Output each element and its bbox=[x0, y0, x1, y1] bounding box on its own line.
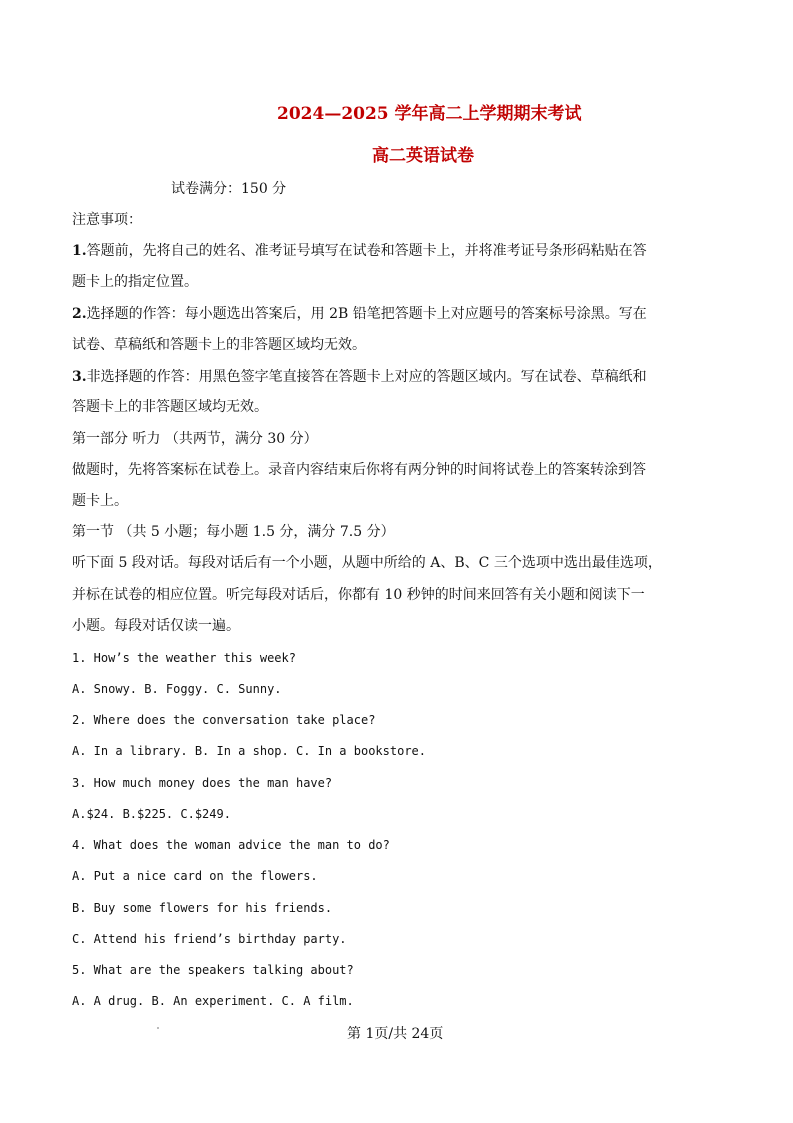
question-5: 5. What are the speakers talking about? bbox=[72, 963, 354, 977]
part1-instruction-cont: 题卡上。 bbox=[72, 493, 128, 509]
notice-heading: 注意事项： bbox=[72, 212, 142, 228]
notice-item-text: 非选择题的作答：用黑色签字笔直接答在答题卡上对应的答题区域内。写在试卷、草稿纸和 bbox=[86, 369, 647, 385]
question-2-options: A. In a library. B. In a shop. C. In a bookstore. bbox=[72, 744, 427, 758]
section1-instruction-2: 并标在试卷的相应位置。听完每段对话后，你都有 10 秒钟的时间来回答有关小题和阅读下一 bbox=[72, 587, 645, 603]
question-4-option-b: B. Buy some flowers for his friends. bbox=[72, 901, 333, 915]
notice-item-3 bbox=[72, 367, 732, 387]
question-1: 1. How’s the weather this week? bbox=[72, 651, 296, 665]
notice-item-number: 1. bbox=[72, 243, 87, 259]
section1-instruction-3: 小题。每段对话仅读一遍。 bbox=[72, 618, 240, 634]
section1-instruction-1: 听下面 5 段对话。每段对话后有一个小题，从题中所给的 A、B、C 三个选项中选出最佳选项， bbox=[72, 555, 662, 571]
section1-heading: 第一节 （共 5 小题；每小题 1.5 分，满分 7.5 分） bbox=[72, 524, 395, 540]
question-4: 4. What does the woman advice the man to do? bbox=[72, 838, 390, 852]
notice-item-number: 2. bbox=[72, 306, 87, 322]
question-4-option-c: C. Attend his friend’s birthday party. bbox=[72, 932, 347, 946]
exam-title: 2024—2025 学年高二上学期期末考试 bbox=[277, 104, 582, 124]
question-4-option-a: A. Put a nice card on the flowers. bbox=[72, 869, 318, 883]
notice-item-3-cont: 答题卡上的非答题区域均无效。 bbox=[72, 399, 268, 415]
notice-item-text: 选择题的作答：每小题选出答案后，用 2B 铅笔把答题卡上对应题号的答案标号涂黑。写在 bbox=[86, 306, 647, 322]
notice-item-number: 3. bbox=[72, 369, 87, 385]
notice-item-1 bbox=[72, 241, 732, 261]
notice-item-1-cont: 题卡上的指定位置。 bbox=[72, 274, 198, 290]
scan-speck bbox=[157, 1027, 159, 1029]
notice-item-2 bbox=[72, 304, 732, 324]
question-5-options: A. A drug. B. An experiment. C. A film. bbox=[72, 994, 354, 1008]
score-line: 试卷满分：150 分 bbox=[171, 181, 287, 197]
question-3-options: A.$24. B.$225. C.$249. bbox=[72, 807, 231, 821]
page-number-footer: 第 1页/共 24页 bbox=[347, 1026, 444, 1042]
question-3: 3. How much money does the man have? bbox=[72, 776, 333, 790]
notice-item-2-cont: 试卷、草稿纸和答题卡上的非答题区域均无效。 bbox=[72, 337, 366, 353]
question-1-options: A. Snowy. B. Foggy. C. Sunny. bbox=[72, 682, 282, 696]
question-2: 2. Where does the conversation take place? bbox=[72, 713, 376, 727]
part1-instruction: 做题时，先将答案标在试卷上。录音内容结束后你将有两分钟的时间将试卷上的答案转涂到答 bbox=[72, 462, 646, 478]
exam-subtitle: 高二英语试卷 bbox=[372, 146, 474, 166]
part1-heading: 第一部分 听力 （共两节，满分 30 分） bbox=[72, 431, 318, 447]
notice-item-text: 答题前，先将自己的姓名、准考证号填写在试卷和答题卡上，并将准考证号条形码粘贴在答 bbox=[86, 243, 647, 259]
